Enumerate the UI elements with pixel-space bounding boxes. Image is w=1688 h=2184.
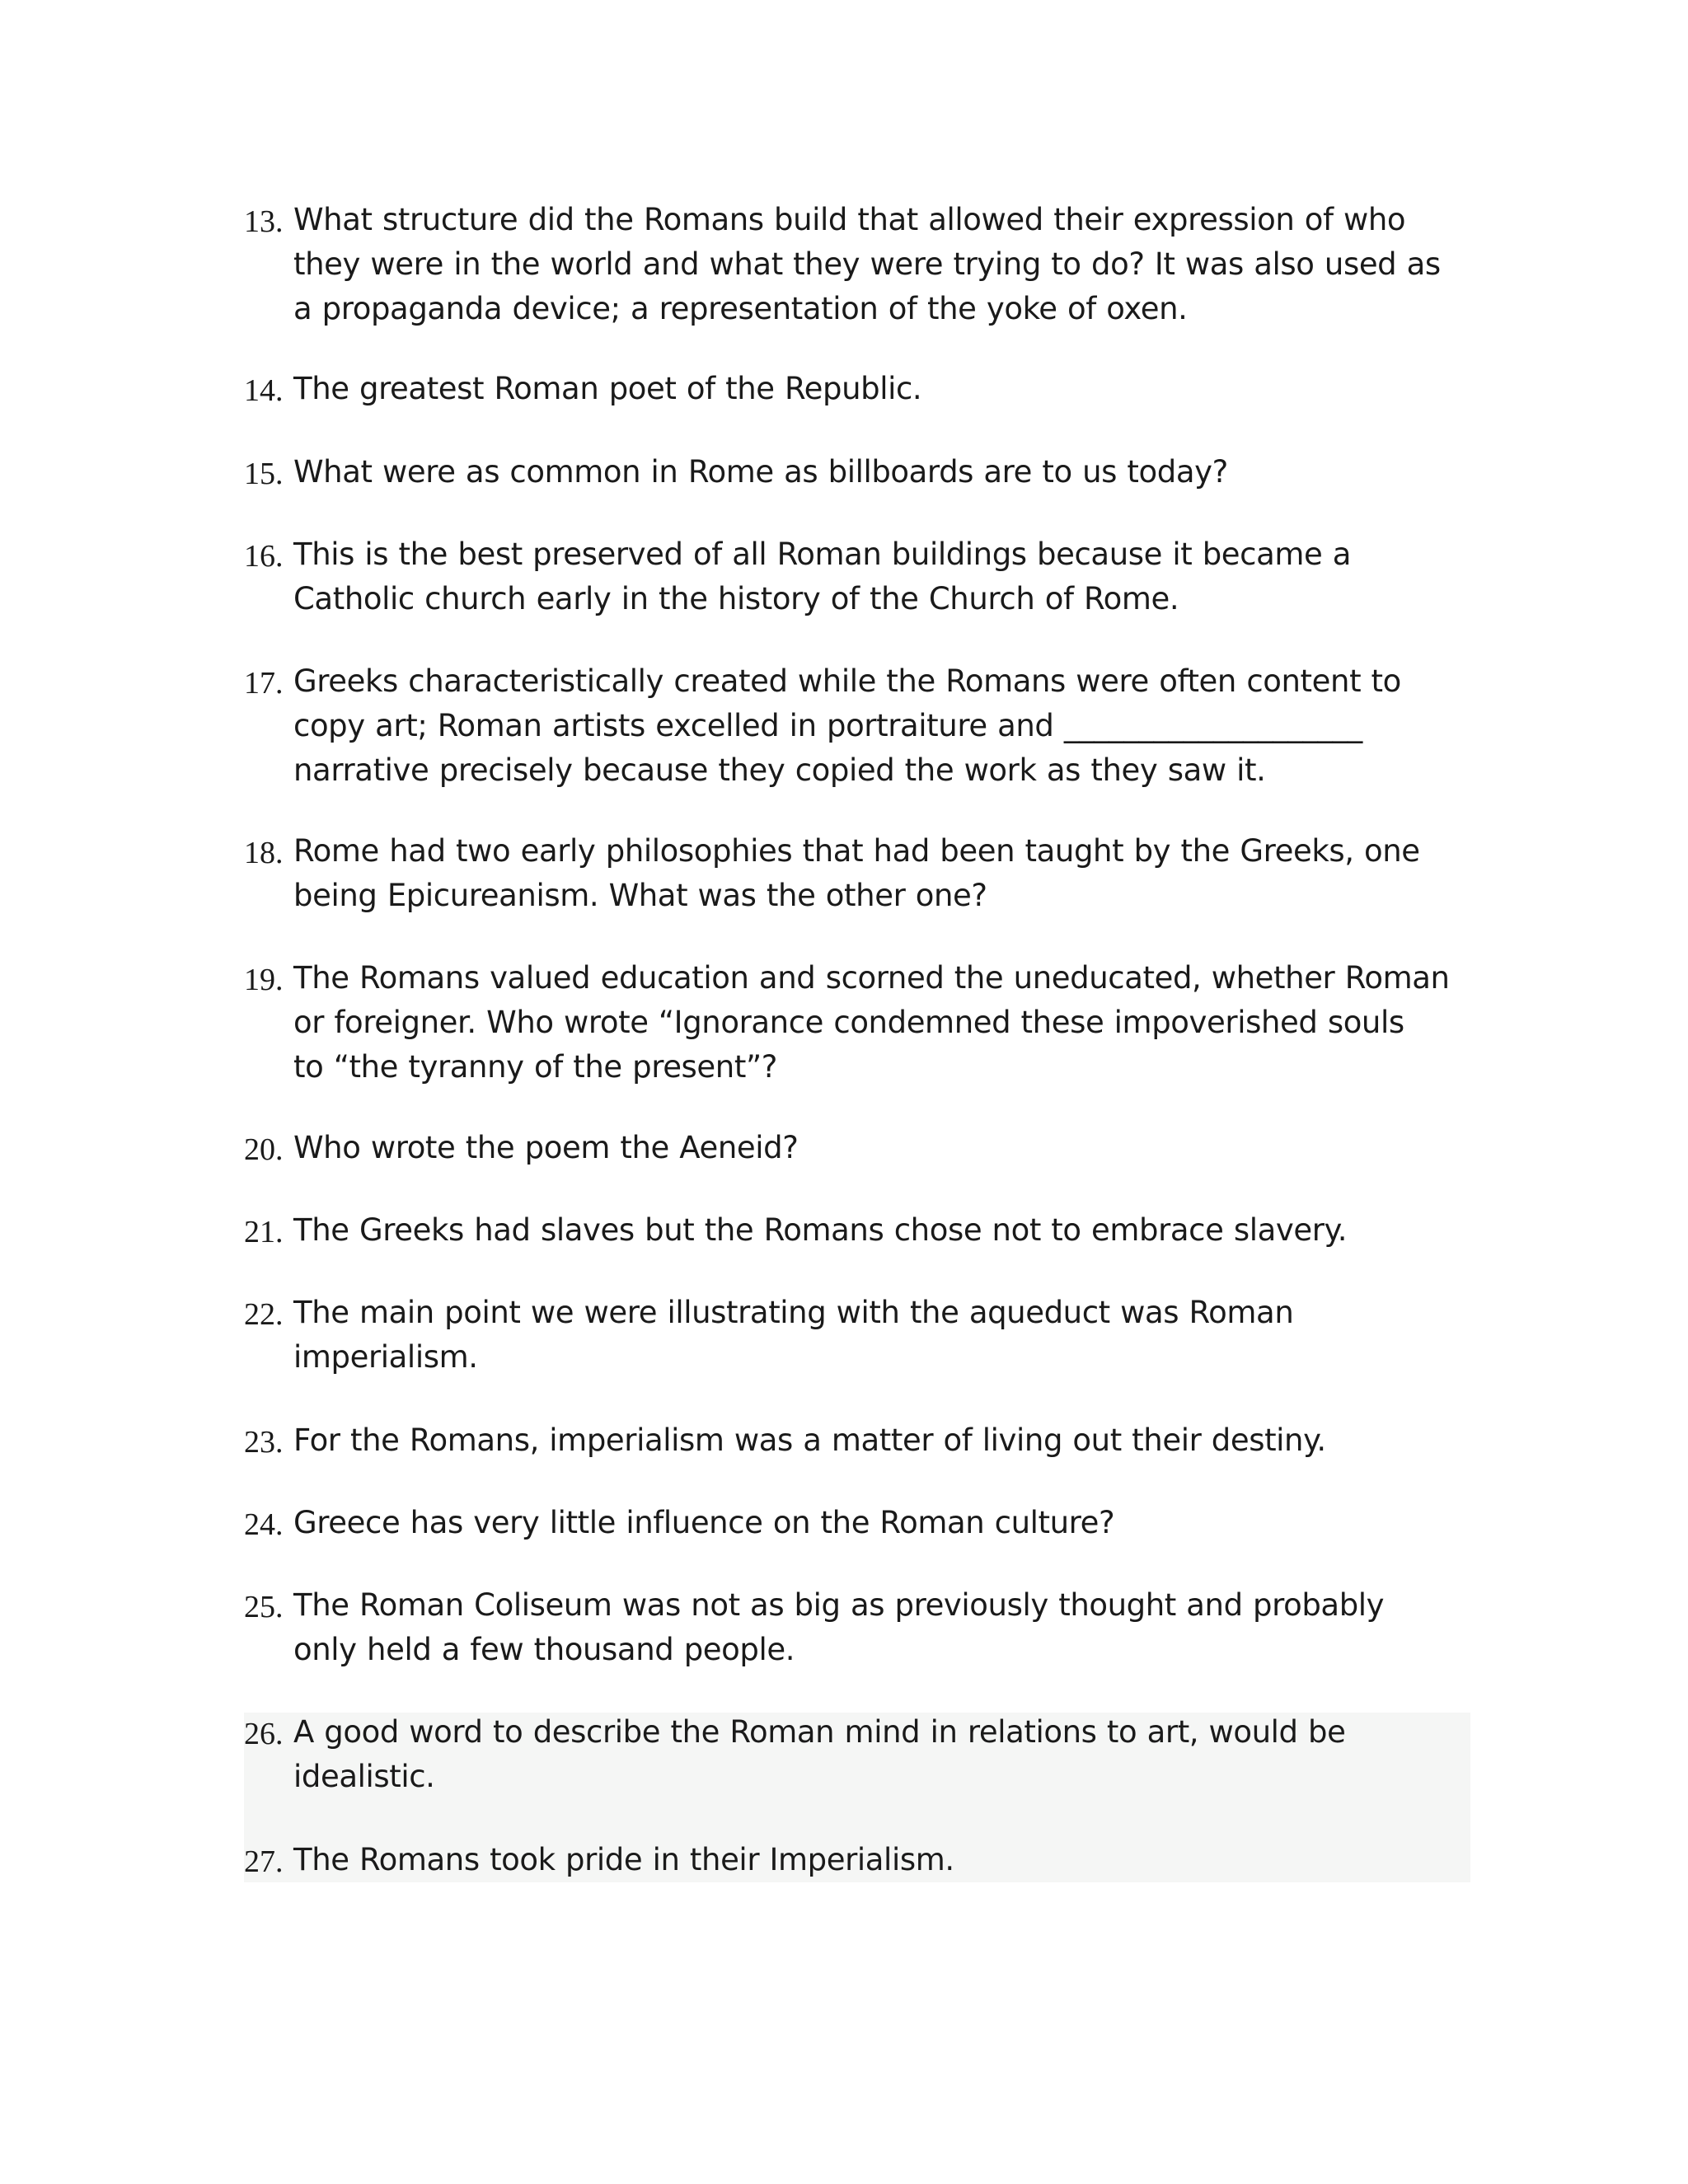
question-line: imperialism. <box>293 1339 478 1375</box>
question-line: A good word to describe the Roman mind in relations to art, would be <box>293 1714 1346 1750</box>
question-line: Greece has very little influence on the Roman culture? <box>293 1505 1115 1540</box>
question-text <box>293 1126 1480 1170</box>
question-text <box>293 1710 1480 1799</box>
question-17 <box>244 659 1480 793</box>
question-text <box>293 198 1480 331</box>
question-text <box>293 956 1480 1090</box>
question-line: copy art; Roman artists excelled in portraiture and ____________________ <box>293 708 1362 743</box>
question-line: What were as common in Rome as billboards are to us today? <box>293 454 1228 490</box>
question-16 <box>244 532 1480 621</box>
question-text <box>293 1583 1480 1672</box>
question-number: 17. <box>244 666 284 701</box>
question-24 <box>244 1501 1480 1547</box>
question-line: Rome had two early philosophies that had been taught by the Greeks, one <box>293 833 1420 869</box>
question-number: 27. <box>244 1844 284 1879</box>
question-line: This is the best preserved of all Roman buildings because it became a <box>293 537 1352 572</box>
question-25 <box>244 1583 1480 1672</box>
question-line: a propaganda device; a representation of the yoke of oxen. <box>293 291 1188 326</box>
question-number: 22. <box>244 1297 284 1332</box>
question-line: The Romans valued education and scorned the uneducated, whether Roman <box>293 960 1450 996</box>
question-line: idealistic. <box>293 1759 435 1794</box>
question-13 <box>244 198 1480 331</box>
question-number: 15. <box>244 457 284 491</box>
question-line: Greeks characteristically created while the Romans were often content to <box>293 663 1401 699</box>
question-text <box>293 1208 1480 1253</box>
question-line: The main point we were illustrating with the aqueduct was Roman <box>293 1295 1294 1330</box>
question-number: 19. <box>244 963 284 997</box>
question-number: 24. <box>244 1507 284 1542</box>
question-line: or foreigner. Who wrote “Ignorance condemned these impoverished souls <box>293 1005 1404 1040</box>
question-text <box>293 1418 1480 1463</box>
question-number: 25. <box>244 1590 284 1624</box>
question-line: only held a few thousand people. <box>293 1632 795 1667</box>
question-21 <box>244 1208 1480 1254</box>
question-line: The Greeks had slaves but the Romans chose not to embrace slavery. <box>293 1212 1348 1248</box>
question-19 <box>244 956 1480 1090</box>
question-text <box>293 1838 1480 1882</box>
question-text <box>293 659 1480 793</box>
question-number: 26. <box>244 1717 284 1751</box>
question-text <box>293 532 1480 621</box>
question-text <box>293 829 1480 918</box>
question-number: 23. <box>244 1425 284 1460</box>
question-line: For the Romans, imperialism was a matter of living out their destiny. <box>293 1422 1326 1458</box>
question-27 <box>244 1838 1480 1884</box>
question-number: 16. <box>244 539 284 574</box>
question-26 <box>244 1710 1480 1799</box>
question-22 <box>244 1291 1480 1380</box>
question-line: What structure did the Romans build that allowed their expression of who <box>293 202 1406 237</box>
question-line: The greatest Roman poet of the Republic. <box>293 371 922 406</box>
question-line: The Romans took pride in their Imperialism. <box>293 1842 954 1877</box>
question-15 <box>244 450 1480 496</box>
question-20 <box>244 1126 1480 1172</box>
question-number: 18. <box>244 836 284 870</box>
question-line: Catholic church early in the history of the Church of Rome. <box>293 581 1179 616</box>
question-line: to “the tyranny of the present”? <box>293 1049 777 1085</box>
question-number: 20. <box>244 1132 284 1167</box>
question-number: 14. <box>244 373 284 408</box>
question-line: they were in the world and what they were trying to do? It was also used as <box>293 246 1441 282</box>
question-number: 13. <box>244 204 284 239</box>
question-23 <box>244 1418 1480 1465</box>
question-text <box>293 450 1480 494</box>
question-line: The Roman Coliseum was not as big as previously thought and probably <box>293 1587 1385 1623</box>
question-text <box>293 1291 1480 1380</box>
question-line: Who wrote the poem the Aeneid? <box>293 1130 799 1165</box>
question-18 <box>244 829 1480 918</box>
question-text <box>293 1501 1480 1545</box>
question-line: narrative precisely because they copied the work as they saw it. <box>293 752 1266 788</box>
question-text <box>293 367 1480 411</box>
question-14 <box>244 367 1480 413</box>
question-number: 21. <box>244 1215 284 1249</box>
question-line: being Epicureanism. What was the other one? <box>293 878 987 913</box>
